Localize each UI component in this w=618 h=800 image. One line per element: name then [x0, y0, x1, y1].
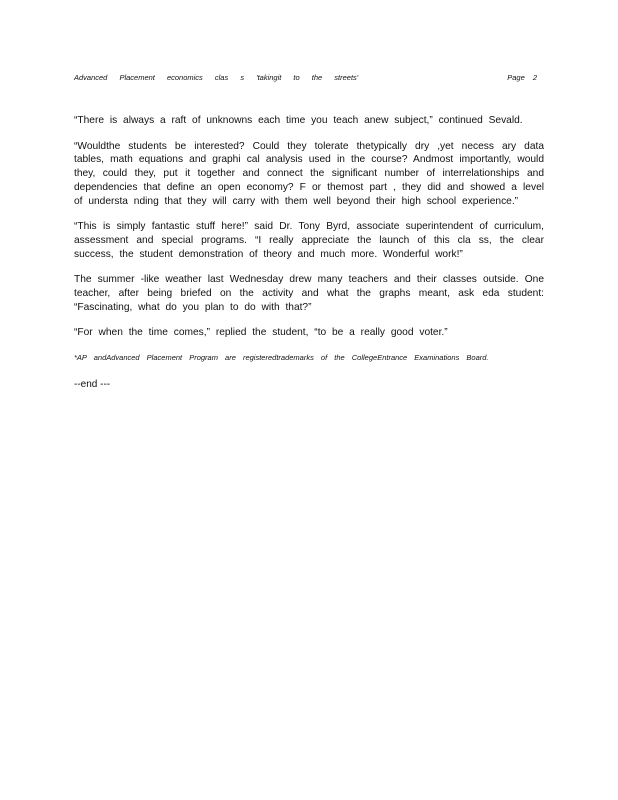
page-number: Page 2	[507, 73, 537, 82]
running-header	[74, 73, 537, 82]
paragraph: “This is simply fantastic stuff here!” said Dr. Tony Byrd, associate superintendent of curriculum, assessment and special programs. “I really appreciate the launch of this cla ss, the clear success, the student demonstration of theory and much more. Wonderful work!”	[74, 221, 544, 260]
paragraph: The summer -like weather last Wednesday drew many teachers and their classes outside. One teacher, after being briefed on the activity and what the graphs meant, ask eda student: “Fascinating, what do you plan to do with that?”	[74, 274, 544, 313]
header-title: Advanced Placement economics clas s 'takingit to the streets'	[74, 73, 359, 82]
paragraph: “For when the time comes,” replied the student, “to be a really good voter.”	[74, 327, 448, 339]
end-marker: --end ---	[74, 379, 111, 391]
paragraph: “There is always a raft of unknowns each time you teach anew subject,” continued Sevald.	[74, 115, 523, 126]
document-body	[74, 114, 544, 390]
footnote: *AP andAdvanced Placement Program are registeredtrademarks of the CollegeEntrance Examinations Board.	[74, 353, 489, 363]
paragraph: “Wouldthe students be interested? Could they tolerate thetypically dry ,yet necess ary data tables, math equations and graphi cal analysis used in the course? Andmost importantly, would they, could they, put it together and connect the significant number of interrelationships and dependencies that define an open economy? F or themost part , they did and showed a level of understa nding that they will carry with them well beyond their high school experience.”	[74, 140, 544, 207]
